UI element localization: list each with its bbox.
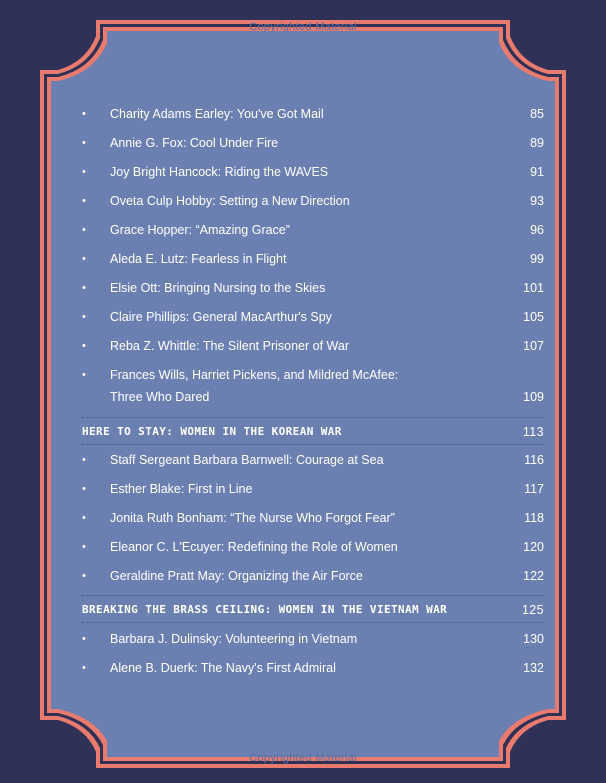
bullet: • bbox=[82, 512, 86, 524]
bullet: • bbox=[82, 570, 86, 582]
entry-page: 122 bbox=[523, 569, 544, 583]
entry-title: Elsie Ott: Bringing Nursing to the Skies bbox=[110, 281, 326, 295]
section-title: HERE TO STAY: WOMEN IN THE KOREAN WAR bbox=[82, 425, 342, 438]
entry-page: 85 bbox=[530, 107, 544, 121]
bullet: • bbox=[82, 311, 86, 323]
entry-title: Eleanor C. L'Ecuyer: Redefining the Role of Women bbox=[110, 540, 398, 554]
entry-page: 130 bbox=[523, 632, 544, 646]
entry-title: Barbara J. Dulinsky: Volunteering in Vietnam bbox=[110, 632, 358, 646]
entry-title: Reba Z. Whittle: The Silent Prisoner of War bbox=[110, 339, 349, 353]
bullet: • bbox=[82, 483, 86, 495]
entry-page: 118 bbox=[524, 511, 544, 525]
entry-page: 99 bbox=[530, 252, 544, 266]
entry-title: Aleda E. Lutz: Fearless in Flight bbox=[110, 252, 287, 266]
entry-page: 109 bbox=[523, 390, 544, 404]
entry-title: Annie G. Fox: Cool Under Fire bbox=[110, 136, 279, 150]
entry-title: Claire Phillips: General MacArthur's Spy bbox=[110, 310, 332, 324]
entry-title: Joy Bright Hancock: Riding the WAVES bbox=[110, 165, 329, 179]
bullet: • bbox=[82, 541, 86, 553]
bullet: • bbox=[82, 282, 86, 294]
entry-page: 96 bbox=[530, 223, 544, 237]
bullet: • bbox=[82, 454, 86, 466]
bullet: • bbox=[82, 108, 86, 120]
divider bbox=[82, 622, 544, 623]
bullet: • bbox=[82, 340, 86, 352]
entry-page: 91 bbox=[530, 165, 544, 179]
entry-title-line-2: Three Who Dared bbox=[110, 390, 210, 404]
entry-title: Grace Hopper: “Amazing Grace” bbox=[110, 223, 290, 237]
entry-title-line-1: Frances Wills, Harriet Pickens, and Mildred McAfee: bbox=[110, 368, 399, 382]
entry-title: Charity Adams Earley: You've Got Mail bbox=[110, 107, 324, 121]
section-page: 113 bbox=[522, 425, 544, 439]
section-page: 125 bbox=[521, 603, 544, 617]
entry-page: 132 bbox=[523, 661, 544, 675]
toc-entry[interactable] bbox=[82, 364, 544, 408]
bullet: • bbox=[82, 253, 86, 265]
entry-page: 93 bbox=[530, 194, 544, 208]
divider bbox=[82, 444, 544, 445]
bullet: • bbox=[82, 166, 86, 178]
bullet: • bbox=[82, 137, 86, 149]
watermark-bottom: Copyrighted Material bbox=[249, 752, 357, 764]
section-title: BREAKING THE BRASS CEILING: WOMEN IN THE VIETNAM WAR bbox=[82, 603, 448, 616]
bullet: • bbox=[82, 195, 86, 207]
entry-title: Jonita Ruth Bonham: “The Nurse Who Forgot Fear” bbox=[110, 511, 395, 525]
entry-title: Esther Blake: First in Line bbox=[110, 482, 253, 496]
entry-title: Geraldine Pratt May: Organizing the Air Force bbox=[110, 569, 363, 583]
entry-title: Oveta Culp Hobby: Setting a New Direction bbox=[110, 194, 350, 208]
entry-page: 116 bbox=[524, 453, 544, 467]
entry-page: 120 bbox=[523, 540, 544, 554]
entry-page: 89 bbox=[530, 136, 544, 150]
bullet: • bbox=[82, 224, 86, 236]
entry-page: 117 bbox=[524, 482, 544, 496]
watermark-top: Copyrighted Material bbox=[249, 21, 357, 33]
entry-title: Alene B. Duerk: The Navy's First Admiral bbox=[110, 661, 336, 675]
bullet: • bbox=[82, 633, 86, 645]
divider bbox=[82, 595, 544, 596]
divider bbox=[82, 417, 544, 418]
entry-page: 107 bbox=[523, 339, 544, 353]
entry-page: 101 bbox=[523, 281, 544, 295]
bullet: • bbox=[82, 369, 86, 381]
entry-title: Staff Sergeant Barbara Barnwell: Courage at Sea bbox=[110, 453, 384, 467]
entry-title bbox=[110, 364, 490, 408]
entry-page: 105 bbox=[523, 310, 544, 324]
bullet: • bbox=[82, 662, 86, 674]
